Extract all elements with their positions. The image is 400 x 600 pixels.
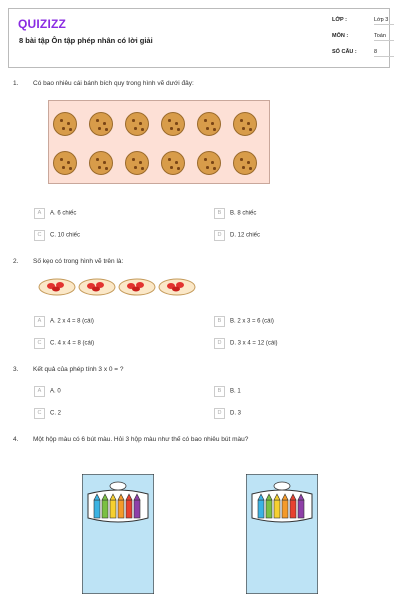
option-letter-box: A	[34, 316, 45, 327]
option-text: A. 6 chiếc	[50, 210, 77, 217]
cookie	[125, 151, 149, 175]
candy-plate	[79, 279, 115, 295]
candy-plate	[119, 279, 155, 295]
option-letter-box: C	[34, 408, 45, 419]
cookie	[161, 112, 185, 136]
question-text: Kết quả của phép tính 3 x 0 = ?	[33, 366, 124, 373]
option-letter-box: A	[34, 386, 45, 397]
cookie	[53, 151, 77, 175]
option-text: B. 2 x 3 = 6 (cái)	[230, 318, 274, 325]
answer-option-a[interactable]	[34, 316, 94, 327]
option-letter-box: B	[214, 316, 225, 327]
answer-option-b[interactable]	[214, 316, 274, 327]
option-text: B. 8 chiếc	[230, 210, 257, 217]
option-letter-box: C	[34, 338, 45, 349]
meta-label: SỐ CÂU :	[332, 49, 357, 55]
document-header	[8, 8, 390, 68]
answer-option-b[interactable]	[214, 386, 241, 397]
option-letter-box: C	[34, 230, 45, 241]
candy-plate	[159, 279, 195, 295]
answer-option-a[interactable]	[34, 208, 76, 219]
cookie	[89, 151, 113, 175]
crayon-box-illustration	[246, 474, 318, 594]
answer-option-d[interactable]	[214, 408, 241, 419]
option-letter-box: D	[214, 338, 225, 349]
option-text: D. 3	[230, 410, 242, 417]
meta-value: Toán	[374, 33, 394, 41]
cookie	[161, 151, 185, 175]
option-text: B. 1	[230, 388, 241, 395]
answer-option-b[interactable]	[214, 208, 256, 219]
option-letter-box: A	[34, 208, 45, 219]
crayon-box-illustration	[82, 474, 154, 594]
option-text: C. 2	[50, 410, 62, 417]
answer-option-c[interactable]	[34, 408, 61, 419]
question-text: Số kẹo có trong hình vẽ trên là:	[33, 258, 124, 265]
cookie	[233, 151, 257, 175]
candy-plate	[39, 279, 75, 295]
option-text: A. 2 x 4 = 8 (cái)	[50, 318, 94, 325]
question-number: 2.	[13, 258, 19, 265]
meta-value: 8	[374, 49, 394, 57]
option-text: A. 0	[50, 388, 61, 395]
answer-option-c[interactable]	[34, 338, 94, 349]
answer-option-c[interactable]	[34, 230, 80, 241]
option-letter-box: B	[214, 386, 225, 397]
option-text: C. 10 chiếc	[50, 232, 81, 239]
question-number: 1.	[13, 80, 19, 87]
cookie	[233, 112, 257, 136]
candy-plates-illustration	[38, 276, 196, 298]
option-letter-box: D	[214, 408, 225, 419]
answer-option-d[interactable]	[214, 338, 278, 349]
question-number: 3.	[13, 366, 19, 373]
meta-label: MÔN :	[332, 33, 349, 39]
answer-option-d[interactable]	[214, 230, 260, 241]
meta-label: LỚP :	[332, 17, 347, 23]
document-title: 8 bài tập Ôn tập phép nhân có lời giải	[19, 36, 153, 45]
option-letter-box: D	[214, 230, 225, 241]
cookie	[197, 112, 221, 136]
question-text: Một hộp màu có 6 bút màu. Hỏi 3 hộp màu như thế có bao nhiêu bút màu?	[33, 436, 249, 443]
cookies-on-tray-illustration	[48, 100, 270, 184]
question-number: 4.	[13, 436, 19, 443]
quizizz-logo: QUIZIZZ	[18, 17, 67, 31]
cookie	[53, 112, 77, 136]
question-text: Có bao nhiêu cái bánh bích quy trong hình vẽ dưới đây:	[33, 80, 194, 87]
option-text: D. 3 x 4 = 12 (cái)	[230, 340, 278, 347]
answer-option-a[interactable]	[34, 386, 61, 397]
cookie	[197, 151, 221, 175]
option-text: D. 12 chiếc	[230, 232, 261, 239]
option-letter-box: B	[214, 208, 225, 219]
option-text: C. 4 x 4 = 8 (cái)	[50, 340, 95, 347]
meta-value: Lớp 3	[374, 17, 394, 25]
cookie	[89, 112, 113, 136]
cookie	[125, 112, 149, 136]
